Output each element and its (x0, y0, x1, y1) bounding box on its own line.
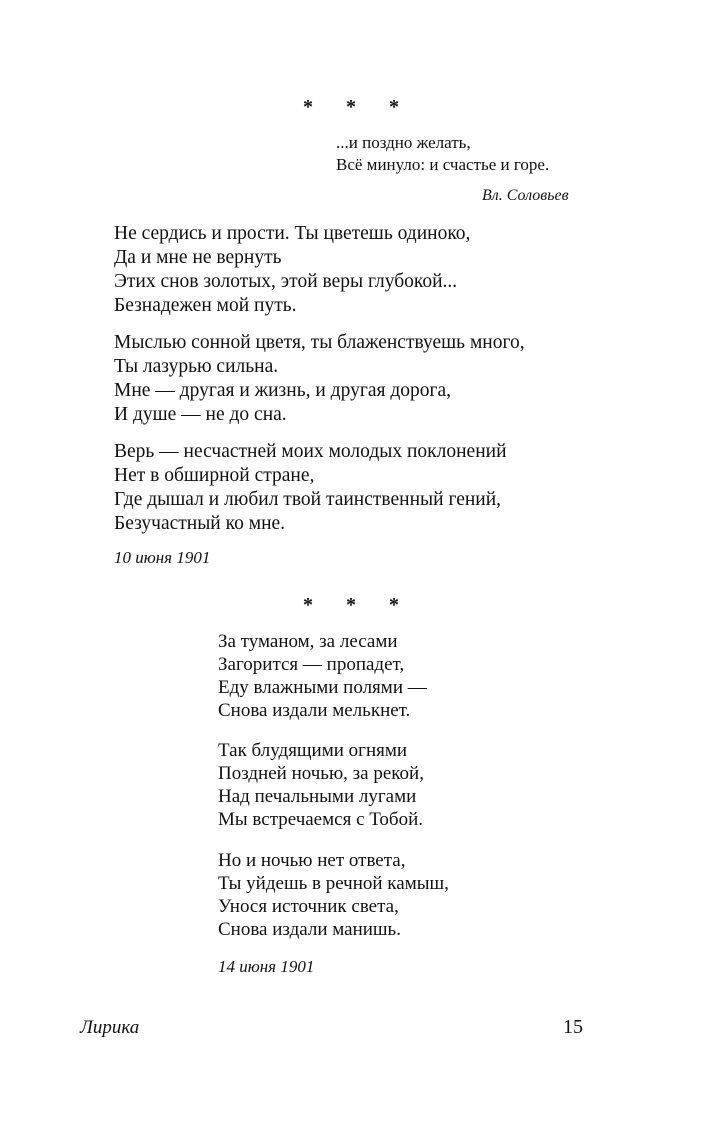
poem-date: 10 июня 1901 (114, 548, 211, 567)
poem-line: Нет в обширной стране, (114, 465, 315, 486)
poem-line: Верь — несчастней моих молодых поклонений (114, 441, 507, 462)
poem-stanza (218, 739, 424, 831)
poem-line: Да и мне не вернуть (114, 247, 282, 268)
epigraph (336, 132, 549, 176)
poem-line: Безнадежен мой путь. (114, 295, 297, 316)
poem-line: Ты уйдешь в речной камыш, (218, 873, 449, 894)
poem-line: Снова издали манишь. (218, 919, 401, 940)
poem-line: И душе — не до сна. (114, 404, 287, 425)
poem-stanza (114, 222, 470, 318)
poem-line: Унося источник света, (218, 896, 399, 917)
poem-line: Мы встречаемся с Тобой. (218, 809, 424, 830)
poem-stanza (114, 331, 525, 427)
epigraph-line: ...и поздно желать, (336, 133, 471, 152)
poem-line: Но и ночью нет ответа, (218, 850, 406, 871)
poem-separator: * * * (303, 96, 413, 118)
poem-line: Поздней ночью, за рекой, (218, 763, 424, 784)
poem-line: Не сердись и прости. Ты цветешь одиноко, (114, 223, 471, 244)
poem-line: Еду влажными полями — (218, 677, 427, 698)
poem-line: Мне — другая и жизнь, и другая дорога, (114, 380, 452, 401)
poem-line: Безучастный ко мне. (114, 513, 286, 534)
epigraph-line: Всё минуло: и счастье и горе. (336, 155, 550, 174)
page-number: 15 (563, 1016, 583, 1038)
poem-separator: * * * (303, 594, 413, 616)
poem-line: Снова издали мелькнет. (218, 700, 411, 721)
poem-line: Загорится — пропадет, (218, 654, 405, 675)
epigraph-author: Вл. Соловьев (482, 187, 569, 204)
poem-date: 14 июня 1901 (218, 957, 315, 976)
poem-line: Так блудящими огнями (218, 740, 408, 761)
poem-stanza (218, 630, 427, 722)
poem-line: Этих снов золотых, этой веры глубокой... (114, 271, 458, 292)
poem-stanza (218, 849, 449, 941)
poem-line: За туманом, за лесами (218, 631, 398, 652)
poem-line: Где дышал и любил твой таинственный гений, (114, 489, 502, 510)
running-footer-section: Лирика (80, 1017, 140, 1038)
poem-stanza (114, 440, 507, 536)
poem-line: Ты лазурью сильна. (114, 356, 279, 377)
poem-line: Мыслью сонной цветя, ты блаженствуешь много, (114, 332, 525, 353)
poem-line: Над печальными лугами (218, 786, 417, 807)
